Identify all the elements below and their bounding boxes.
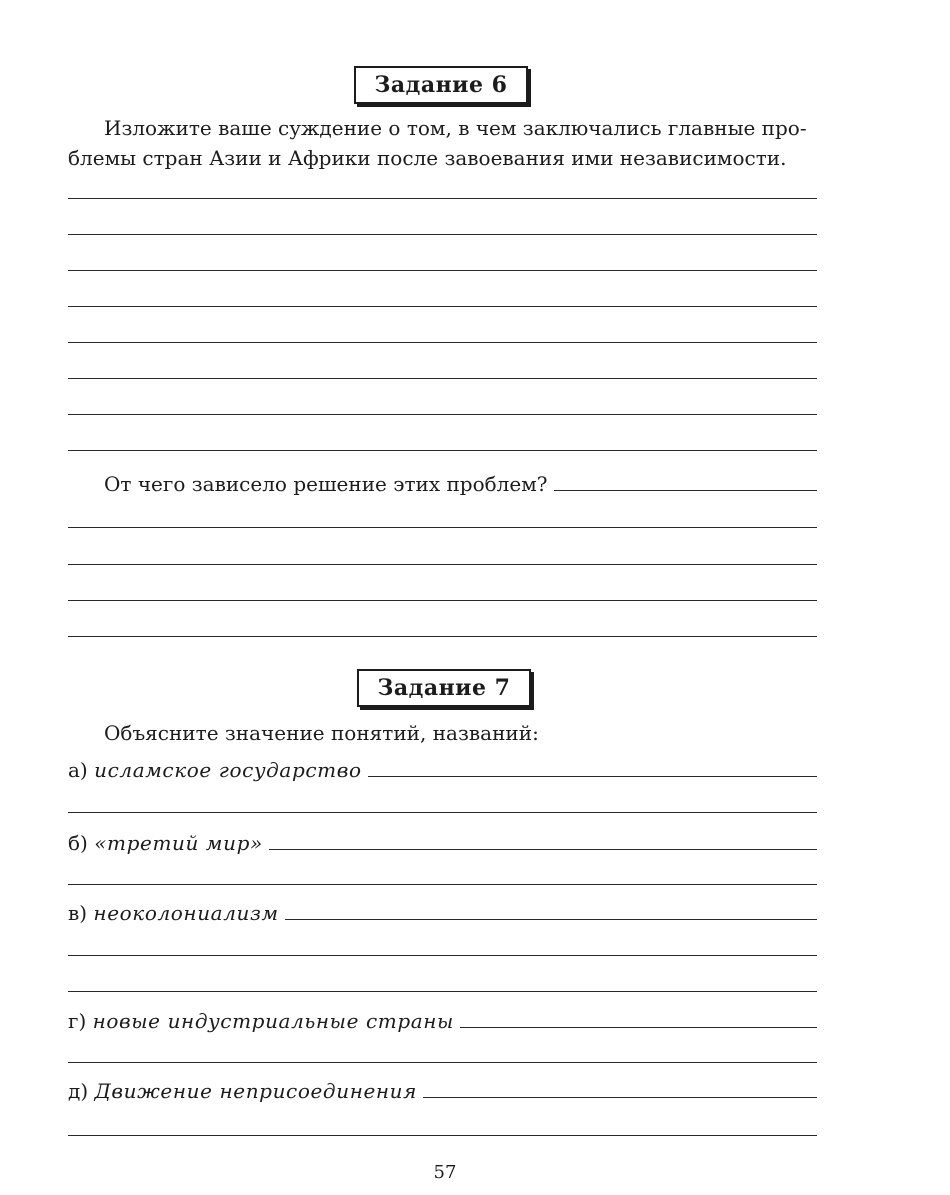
task-7-title <box>357 669 531 707</box>
term-letter: д) <box>68 1079 89 1103</box>
answer-line[interactable] <box>269 849 817 850</box>
answer-line[interactable] <box>68 636 817 637</box>
answer-line[interactable] <box>68 270 817 271</box>
task-6-title <box>354 66 528 104</box>
answer-line[interactable] <box>68 955 817 956</box>
answer-line[interactable] <box>460 1027 817 1028</box>
answer-line[interactable] <box>68 564 817 565</box>
term-label <box>68 758 362 782</box>
answer-line[interactable] <box>68 1135 817 1136</box>
answer-line[interactable] <box>68 600 817 601</box>
task-6-title-text: Задание 6 <box>374 72 508 98</box>
answer-line[interactable] <box>68 812 817 813</box>
term-text: новые индустриальные страны <box>92 1009 454 1033</box>
term-label <box>68 901 279 925</box>
term-label <box>68 1079 417 1103</box>
answer-line[interactable] <box>68 450 817 451</box>
term-text: Движение неприсоединения <box>94 1079 417 1103</box>
term-letter: б) <box>68 831 88 855</box>
answer-line[interactable] <box>423 1097 817 1098</box>
task-6-question-2-text: От чего зависело решение этих проблем? <box>104 472 548 496</box>
task-6-prompt-line-2: блемы стран Азии и Африки после завоевания ими независимости. <box>68 146 787 170</box>
answer-line[interactable] <box>68 306 817 307</box>
answer-line[interactable] <box>68 198 817 199</box>
answer-line[interactable] <box>68 527 817 528</box>
answer-line[interactable] <box>68 342 817 343</box>
term-label <box>68 1009 454 1033</box>
page-number: 57 <box>433 1162 457 1183</box>
answer-line[interactable] <box>554 490 817 491</box>
answer-line[interactable] <box>68 378 817 379</box>
term-letter: а) <box>68 758 88 782</box>
term-letter: г) <box>68 1009 87 1033</box>
task-6-prompt-line-1: Изложите ваше суждение о том, в чем заключались главные про- <box>104 116 807 140</box>
term-text: «третий мир» <box>94 831 263 855</box>
answer-line[interactable] <box>285 919 817 920</box>
term-item-b <box>68 825 817 855</box>
term-item-a <box>68 752 817 782</box>
task-6-question-2 <box>104 466 817 496</box>
answer-line[interactable] <box>68 1062 817 1063</box>
term-label <box>68 831 263 855</box>
task-7-title-text: Задание 7 <box>377 675 511 701</box>
task-7-intro: Объясните значение понятий, названий: <box>104 721 539 745</box>
term-item-e <box>68 1073 817 1103</box>
answer-line[interactable] <box>68 234 817 235</box>
answer-line[interactable] <box>68 414 817 415</box>
term-item-c <box>68 895 817 925</box>
answer-line[interactable] <box>368 776 817 777</box>
term-text: неоколониализм <box>93 901 279 925</box>
answer-line[interactable] <box>68 991 817 992</box>
term-letter: в) <box>68 901 88 925</box>
answer-line[interactable] <box>68 884 817 885</box>
term-text: исламское государство <box>94 758 362 782</box>
term-item-d <box>68 1003 817 1033</box>
